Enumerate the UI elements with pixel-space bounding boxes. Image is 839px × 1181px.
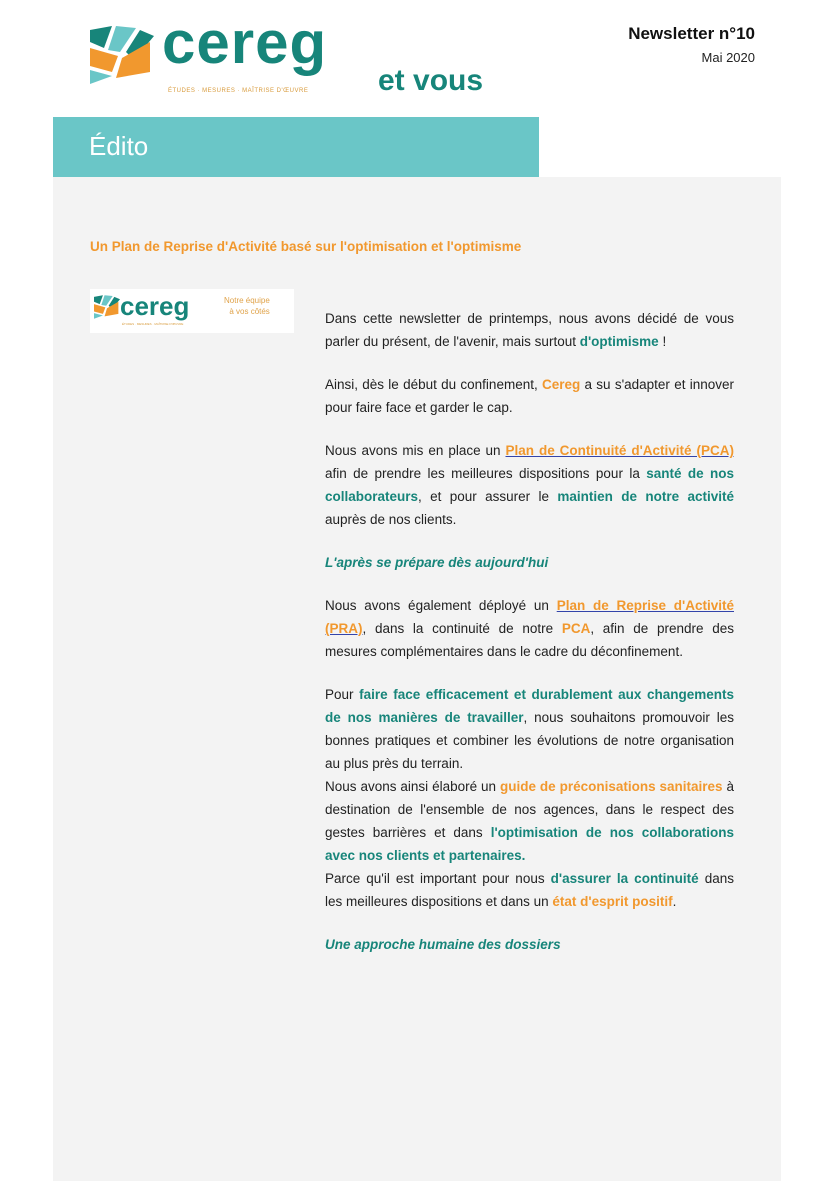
- section-banner: [53, 117, 539, 177]
- text-highlight: PCA: [561, 621, 591, 636]
- article-text: [325, 307, 734, 976]
- paragraph-pca: [325, 439, 734, 531]
- pca-link[interactable]: Plan de Continuité d'Activité (PCA): [505, 443, 734, 458]
- text-highlight: état d'esprit positif: [552, 894, 673, 909]
- text-highlight: d'assurer la continuité: [550, 871, 699, 886]
- article-body: [53, 177, 781, 1181]
- subheading: Une approche humaine des dossiers: [325, 937, 561, 952]
- text-highlight: maintien de notre activité: [557, 489, 734, 504]
- text-run: a su s'adapter et innover pour faire face et garder le cap.: [325, 377, 734, 415]
- text-run: dans les meilleures dispositions et dans un: [325, 871, 734, 909]
- text-highlight: faire face efficacement et durablement aux changements de nos manières de travailler: [325, 687, 734, 725]
- cereg-logo: [90, 9, 490, 102]
- text-highlight: guide de préconisations sanitaires: [499, 779, 723, 794]
- paragraph-continuity: [325, 867, 734, 913]
- cereg-logo-mark-icon: [90, 26, 154, 84]
- paragraph-confinement: [325, 373, 734, 419]
- pra-link[interactable]: Plan de Reprise d'Activité (PRA): [325, 598, 734, 636]
- article-headline: Un Plan de Reprise d'Activité basé sur l'optimisation et l'optimisme: [90, 239, 522, 254]
- text-run: Dans cette newsletter de printemps, nous avons décidé de vous parler du présent, de l'avenir, mais surtout: [325, 311, 734, 349]
- logo-tagline: ÉTUDES · MESURES · MAÎTRISE D'ŒUVRE: [168, 88, 309, 94]
- text-run: , nous souhaitons promouvoir les bonnes pratiques et combiner les évolutions de notre organisation au plus près du terrain.: [325, 710, 734, 771]
- text-run: Parce qu'il est important pour nous: [325, 871, 551, 886]
- text-run: Nous avons mis en place un: [325, 443, 506, 458]
- section-title: Édito: [89, 131, 149, 161]
- newsletter-date: Mai 2020: [701, 50, 755, 65]
- paragraph-guide: [325, 775, 734, 867]
- text-run: , afin de prendre des mesures complémentaires dans le cadre du déconfinement.: [325, 621, 734, 659]
- newsletter-header: [0, 0, 839, 118]
- mini-logo-slogan-line2: à vos côtés: [229, 307, 270, 316]
- text-run: auprès de nos clients.: [325, 512, 457, 527]
- logo-wordmark: cereg: [162, 9, 328, 76]
- text-highlight: santé de nos collaborateurs: [325, 466, 734, 504]
- cereg-mini-mark-icon: [94, 295, 120, 319]
- team-logo-image: [90, 289, 294, 333]
- text-run: .: [672, 894, 677, 909]
- mini-logo-slogan: [224, 295, 270, 317]
- text-highlight: d'optimisme: [579, 334, 659, 349]
- newsletter-issue: [628, 24, 755, 65]
- text-highlight: l'optimisation de nos collaborations avec nos clients et partenaires.: [325, 825, 734, 863]
- text-run: , et pour assurer le: [418, 489, 558, 504]
- paragraph-intro: [325, 307, 734, 353]
- paragraph-pra: [325, 594, 734, 663]
- text-run: à destination de l'ensemble de nos agences, dans le respect des gestes barrières et dans: [325, 779, 734, 840]
- text-run: !: [658, 334, 667, 349]
- text-run: Nous avons également déployé un: [325, 598, 557, 613]
- paragraph-changes: [325, 683, 734, 775]
- mini-logo-slogan-line1: Notre équipe: [224, 296, 270, 305]
- text-run: afin de prendre les meilleures dispositions pour la: [325, 466, 647, 481]
- mini-logo-wordmark: cereg: [120, 291, 190, 321]
- text-run: , dans la continuité de notre: [362, 621, 562, 636]
- text-run: Nous avons ainsi élaboré un: [325, 779, 500, 794]
- text-run: Ainsi, dès le début du confinement,: [325, 377, 542, 392]
- text-highlight: Cereg: [541, 377, 581, 392]
- subheading: L'après se prépare dès aujourd'hui: [325, 555, 549, 570]
- mini-logo-tagline: ÉTUDES · MESURES · MAÎTRISE D'ŒUVRE: [122, 322, 184, 326]
- newsletter-number: Newsletter n°10: [628, 24, 755, 43]
- logo-suffix: et vous: [378, 64, 484, 97]
- text-run: Pour: [325, 687, 360, 702]
